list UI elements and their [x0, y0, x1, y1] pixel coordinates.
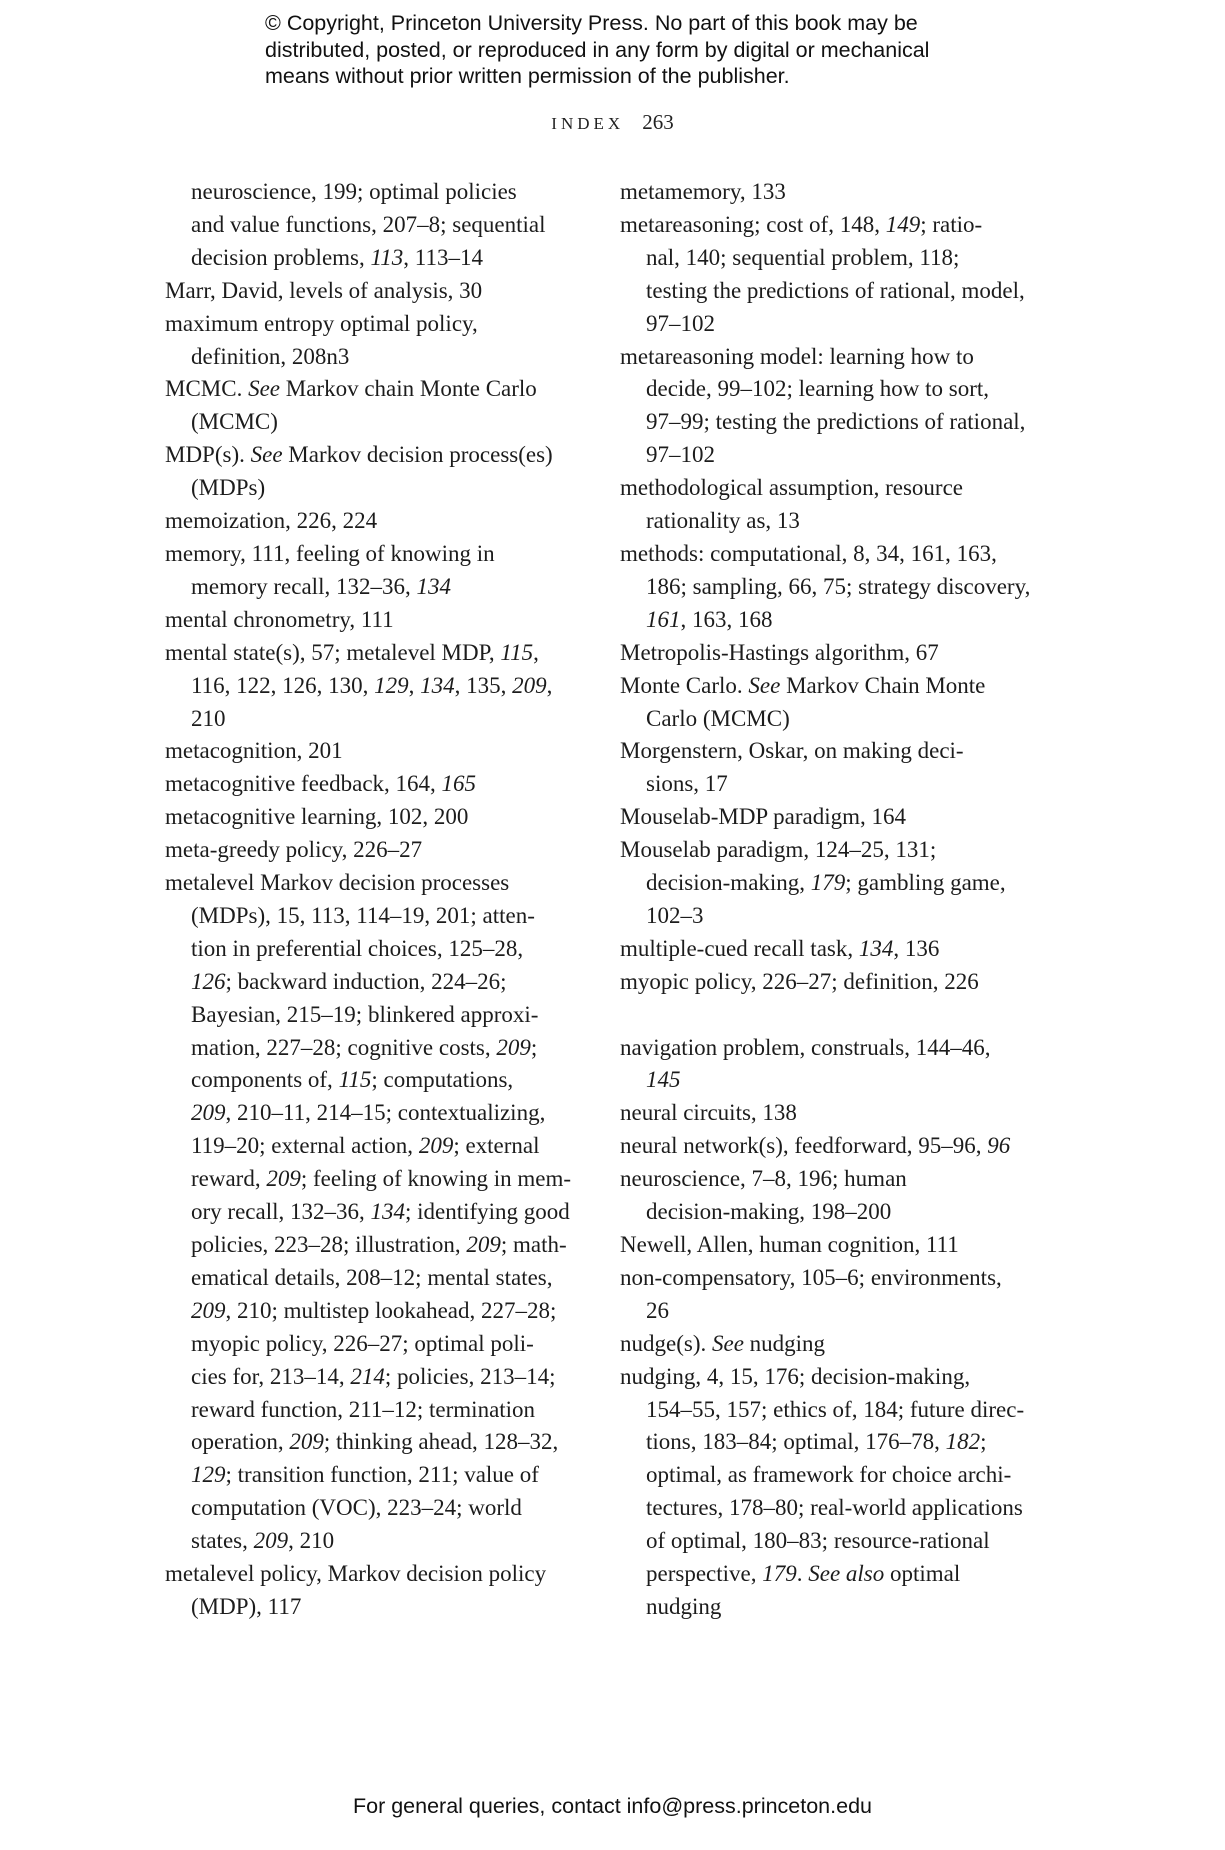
- index-line: metalevel Markov decision processes: [165, 870, 510, 896]
- index-line: metacognitive learning, 102, 200: [165, 804, 469, 830]
- index-line: tectures, 178–80; real-world applications: [646, 1495, 1023, 1521]
- index-entry: [620, 1262, 1050, 1328]
- index-entry: [620, 670, 1050, 736]
- index-line: and value functions, 207–8; sequential: [191, 211, 546, 237]
- index-line: rationality as, 13: [646, 508, 800, 534]
- index-line: mental chronometry, 111: [165, 606, 394, 632]
- index-line: (MDP), 117: [191, 1593, 302, 1619]
- index-entry: [620, 1032, 1050, 1098]
- index-line: perspective, 179. See also optimal: [646, 1561, 961, 1587]
- index-line: Carlo (MCMC): [646, 705, 790, 731]
- index-entry: [165, 505, 585, 538]
- index-entry: [620, 341, 1050, 473]
- index-line: 161, 163, 168: [646, 606, 773, 632]
- index-line: mental state(s), 57; metalevel MDP, 115,: [165, 639, 539, 665]
- index-line: states, 209, 210: [191, 1528, 335, 1554]
- index-line: (MDPs), 15, 113, 114–19, 201; atten-: [191, 902, 535, 928]
- index-line: metareasoning; cost of, 148, 149; ratio-: [620, 211, 983, 237]
- index-line: 186; sampling, 66, 75; strategy discovery,: [646, 573, 1031, 599]
- index-entry: [620, 209, 1050, 341]
- index-entry: [165, 735, 585, 768]
- index-line: ory recall, 132–36, 134; identifying good: [191, 1199, 570, 1225]
- index-entry: [165, 801, 585, 834]
- index-entry: [165, 275, 585, 308]
- index-line: cies for, 213–14, 214; policies, 213–14;: [191, 1363, 556, 1389]
- index-line: neuroscience, 199; optimal policies: [191, 179, 517, 204]
- index-line: 145: [646, 1067, 681, 1093]
- index-line: Marr, David, levels of analysis, 30: [165, 277, 483, 303]
- index-line: 210: [191, 705, 226, 731]
- index-entry: [620, 1163, 1050, 1229]
- index-line: 97–102: [646, 442, 715, 468]
- index-entry: [620, 472, 1050, 538]
- index-line: (MCMC): [191, 409, 278, 435]
- index-entry: [165, 867, 585, 1558]
- index-line: metacognition, 201: [165, 738, 343, 764]
- index-entry: [165, 768, 585, 801]
- index-line: 119–20; external action, 209; external: [191, 1133, 540, 1159]
- index-line: neural network(s), feedforward, 95–96, 96: [620, 1133, 1011, 1159]
- letter-group-gap: [620, 999, 1050, 1032]
- index-line: tion in preferential choices, 125–28,: [191, 935, 524, 961]
- index-line: operation, 209; thinking ahead, 128–32,: [191, 1429, 559, 1455]
- index-entry: [620, 834, 1050, 933]
- index-line: 116, 122, 126, 130, 129, 134, 135, 209,: [191, 672, 553, 698]
- index-line: reward function, 211–12; termination: [191, 1396, 536, 1422]
- index-line: Newell, Allen, human cognition, 111: [620, 1231, 959, 1257]
- index-entry: [620, 637, 1050, 670]
- index-entry: [165, 637, 585, 736]
- index-line: Morgenstern, Oskar, on making deci-: [620, 738, 964, 764]
- index-entry: [620, 933, 1050, 966]
- index-entry: [620, 1229, 1050, 1262]
- index-line: metamemory, 133: [620, 179, 786, 204]
- index-line: neural circuits, 138: [620, 1100, 797, 1126]
- index-line: 126; backward induction, 224–26;: [191, 968, 507, 994]
- index-line: navigation problem, construals, 144–46,: [620, 1034, 991, 1060]
- index-line: non-compensatory, 105–6; environments,: [620, 1264, 1002, 1290]
- index-line: testing the predictions of rational, model,: [646, 277, 1025, 303]
- index-line: nudging: [646, 1593, 722, 1619]
- index-line: policies, 223–28; illustration, 209; math-: [191, 1232, 567, 1257]
- index-column-left: [165, 176, 585, 1624]
- index-entry-continued: [165, 176, 585, 275]
- index-line: nal, 140; sequential problem, 118;: [646, 244, 960, 270]
- index-line: decision-making, 198–200: [646, 1199, 892, 1225]
- index-line: meta-greedy policy, 226–27: [165, 837, 423, 863]
- index-entry: [620, 1328, 1050, 1361]
- index-entry: [165, 308, 585, 374]
- copyright-notice: [265, 10, 1025, 90]
- index-entry: [620, 801, 1050, 834]
- index-entry: [165, 373, 585, 439]
- index-line: Mouselab paradigm, 124–25, 131;: [620, 837, 937, 863]
- index-line: computation (VOC), 223–24; world: [191, 1495, 522, 1521]
- index-line: multiple-cued recall task, 134, 136: [620, 935, 940, 961]
- copyright-line: distributed, posted, or reproduced in any form by digital or mechanical: [265, 37, 930, 62]
- index-line: reward, 209; feeling of knowing in mem-: [191, 1166, 572, 1192]
- running-head-label: INDEX: [551, 114, 625, 133]
- index-entry: [620, 1361, 1050, 1624]
- index-line: sions, 17: [646, 771, 728, 797]
- index-line: tions, 183–84; optimal, 176–78, 182;: [646, 1429, 987, 1455]
- index-column-right: [620, 176, 1050, 1624]
- index-entry: [620, 966, 1050, 999]
- index-entry: [165, 439, 585, 505]
- index-line: metalevel policy, Markov decision policy: [165, 1561, 547, 1587]
- index-line: 26: [646, 1297, 669, 1323]
- index-line: Mouselab-MDP paradigm, 164: [620, 804, 906, 830]
- index-line: (MDPs): [191, 475, 266, 501]
- index-line: decision problems, 113, 113–14: [191, 244, 483, 270]
- index-line: nudging, 4, 15, 176; decision-making,: [620, 1363, 971, 1389]
- index-line: memoization, 226, 224: [165, 508, 378, 534]
- copyright-line: © Copyright, Princeton University Press. No part of this book may be: [265, 11, 918, 35]
- index-line: metareasoning model: learning how to: [620, 343, 974, 369]
- index-entry: [620, 1130, 1050, 1163]
- index-entry: [165, 604, 585, 637]
- index-line: Bayesian, 215–19; blinkered approxi-: [191, 1001, 539, 1027]
- index-line: methodological assumption, resource: [620, 475, 964, 501]
- index-line: mation, 227–28; cognitive costs, 209;: [191, 1034, 538, 1060]
- footer-contact: For general queries, contact info@press.princeton.edu: [352, 1794, 872, 1818]
- index-entry: [620, 176, 1050, 209]
- index-line: MCMC. See Markov chain Monte Carlo: [165, 376, 537, 402]
- index-line: of optimal, 180–83; resource-rational: [646, 1528, 990, 1554]
- index-line: maximum entropy optimal policy,: [165, 310, 478, 336]
- index-line: decide, 99–102; learning how to sort,: [646, 376, 990, 402]
- index-line: metacognitive feedback, 164, 165: [165, 771, 477, 797]
- index-line: 209, 210; multistep lookahead, 227–28;: [191, 1297, 557, 1323]
- index-entry: [620, 1097, 1050, 1130]
- index-line: neuroscience, 7–8, 196; human: [620, 1166, 907, 1192]
- copyright-line: means without prior written permission of the publisher.: [265, 64, 790, 88]
- index-entry: [620, 735, 1050, 801]
- index-line: decision-making, 179; gambling game,: [646, 870, 1006, 896]
- index-entry: [165, 538, 585, 604]
- index-line: memory, 111, feeling of knowing in: [165, 540, 495, 566]
- index-line: ematical details, 208–12; mental states,: [191, 1264, 553, 1290]
- index-line: 97–99; testing the predictions of rational,: [646, 409, 1026, 435]
- index-line: MDP(s). See Markov decision process(es): [165, 442, 553, 468]
- page-number: 263: [642, 110, 674, 134]
- index-line: 154–55, 157; ethics of, 184; future direc-: [646, 1396, 1025, 1422]
- running-head: [0, 110, 1225, 135]
- index-line: 129; transition function, 211; value of: [191, 1462, 539, 1488]
- index-line: myopic policy, 226–27; optimal poli-: [191, 1330, 534, 1356]
- index-line: myopic policy, 226–27; definition, 226: [620, 968, 979, 994]
- index-line: optimal, as framework for choice archi-: [646, 1462, 1012, 1488]
- index-line: 209, 210–11, 214–15; contextualizing,: [191, 1100, 546, 1126]
- index-line: definition, 208n3: [191, 343, 350, 369]
- index-line: 102–3: [646, 902, 704, 928]
- index-entry: [165, 834, 585, 867]
- index-entry: [620, 538, 1050, 637]
- index-line: nudge(s). See nudging: [620, 1330, 826, 1356]
- index-line: methods: computational, 8, 34, 161, 163,: [620, 540, 997, 566]
- index-line: memory recall, 132–36, 134: [191, 573, 451, 599]
- index-line: components of, 115; computations,: [191, 1067, 514, 1093]
- index-line: 97–102: [646, 310, 715, 336]
- index-line: Monte Carlo. See Markov Chain Monte: [620, 672, 986, 698]
- index-line: Metropolis-Hastings algorithm, 67: [620, 639, 939, 665]
- index-entry: [165, 1558, 585, 1624]
